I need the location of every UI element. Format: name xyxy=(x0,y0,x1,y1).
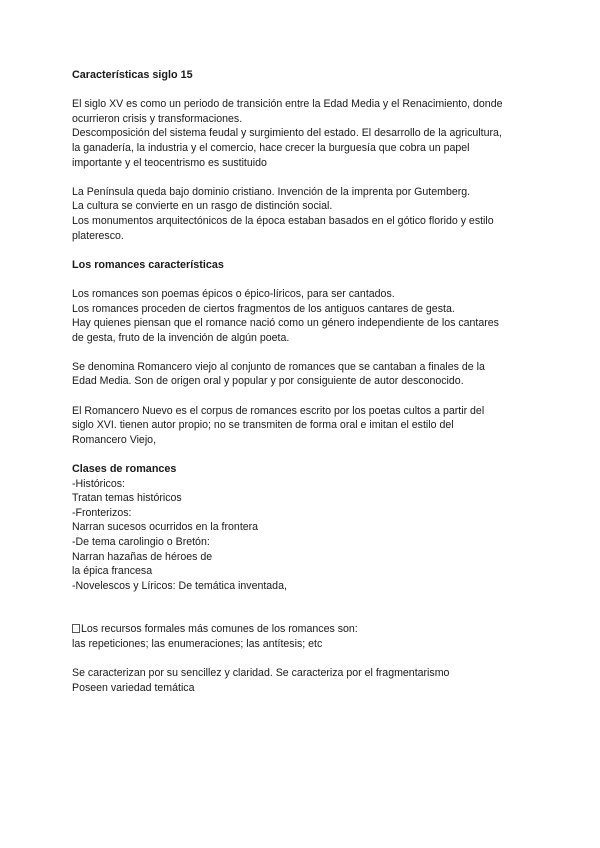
spacer xyxy=(72,243,542,258)
list-item: Narran sucesos ocurridos en la frontera xyxy=(72,521,259,534)
paragraph-romancero-nuevo xyxy=(72,404,542,448)
text-line: Descomposición del sistema feudal y surgimiento del estado. El desarrollo de la agricultura, xyxy=(72,127,502,140)
text-line: Se denomina Romancero viejo al conjunto de romances que se cantaban a finales de la xyxy=(72,360,485,373)
text-line: de gesta, fruto de la invención de algún poeta. xyxy=(72,331,290,344)
paragraph-sencillez xyxy=(72,666,542,695)
list-item: Tratan temas históricos xyxy=(72,492,182,505)
spacer xyxy=(72,83,542,98)
spacer xyxy=(72,389,542,404)
paragraph-siglo-xv xyxy=(72,97,542,170)
list-item: -Novelescos y Líricos: De temática inventada, xyxy=(72,579,287,592)
list-clases-de-romances xyxy=(72,477,542,594)
missing-glyph-icon xyxy=(72,624,80,633)
text-line: El Romancero Nuevo es el corpus de romances escrito por los poetas cultos a partir del xyxy=(72,404,485,417)
text-line: Edad Media. Son de origen oral y popular y por consiguiente de autor desconocido. xyxy=(72,375,464,388)
spacer xyxy=(72,170,542,185)
text-line: Los romances son poemas épicos o épico-líricos, para ser cantados. xyxy=(72,287,395,300)
heading-clases-de-romances: Clases de romances xyxy=(72,463,177,476)
text-line: ocurrieron crisis y transformaciones. xyxy=(72,112,243,125)
text-line: siglo XVI. tienen autor propio; no se transmiten de forma oral e imitan el estilo del xyxy=(72,419,454,432)
text-line: Romancero Viejo, xyxy=(72,433,157,446)
text-line: Los monumentos arquitectónicos de la época estaban basados en el gótico florido y estilo xyxy=(72,214,494,227)
paragraph-recursos-formales xyxy=(72,622,542,651)
spacer xyxy=(72,593,542,622)
text-line: La cultura se convierte en un rasgo de distinción social. xyxy=(72,200,333,213)
spacer xyxy=(72,272,542,287)
text-line: las repeticiones; las enumeraciones; las antítesis; etc xyxy=(72,637,323,650)
text-line: Se caracterizan por su sencillez y claridad. Se caracteriza por el fragmentarismo xyxy=(72,667,450,680)
heading-romances-caracteristicas: Los romances características xyxy=(72,258,224,271)
text-line: Hay quienes piensan que el romance nació como un género independiente de los cantares xyxy=(72,317,499,330)
text-line: La Península queda bajo dominio cristiano. Invención de la imprenta por Gutemberg. xyxy=(72,185,471,198)
text-line xyxy=(72,622,542,637)
paragraph-romances-definicion xyxy=(72,287,542,345)
text-line: El siglo XV es como un periodo de transición entre la Edad Media y el Renacimiento, donde xyxy=(72,98,503,111)
text-line: Los romances proceden de ciertos fragmentos de los antiguos cantares de gesta. xyxy=(72,302,455,315)
spacer xyxy=(72,652,542,667)
text-line: la ganadería, la industria y el comercio, hace crecer la burguesía que cobra un papel xyxy=(72,141,470,154)
list-item: -Fronterizos: xyxy=(72,506,132,519)
recursos-formales-text: Los recursos formales más comunes de los romances son: xyxy=(81,623,358,636)
text-line: plateresco. xyxy=(72,229,124,242)
document-page xyxy=(72,68,542,695)
list-item: Narran hazañas de héroes de xyxy=(72,550,213,563)
paragraph-romancero-viejo xyxy=(72,360,542,389)
list-item: -De tema carolingio o Bretón: xyxy=(72,536,210,548)
spacer xyxy=(72,447,542,462)
paragraph-peninsula xyxy=(72,185,542,243)
text-line: importante y el teocentrismo es sustituido xyxy=(72,156,267,169)
list-item: -Históricos: xyxy=(72,477,125,490)
heading-caracteristicas-siglo-15: Características siglo 15 xyxy=(72,69,193,81)
spacer xyxy=(72,345,542,360)
text-line: Poseen variedad temática xyxy=(72,681,195,694)
list-item: la épica francesa xyxy=(72,565,153,578)
